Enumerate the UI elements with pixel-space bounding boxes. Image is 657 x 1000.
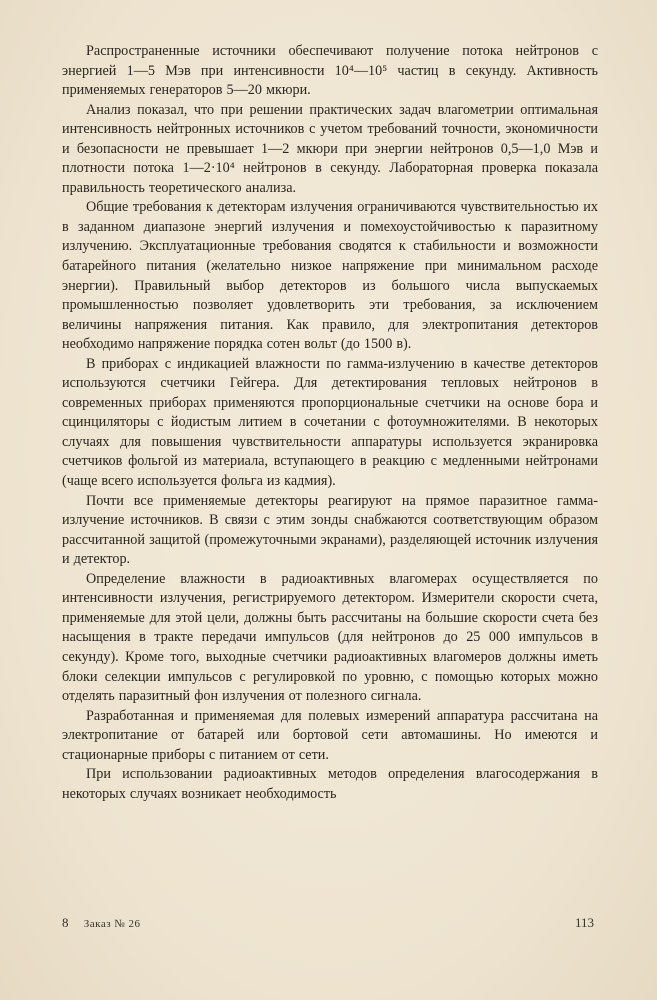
- paragraph-2: Анализ показал, что при решении практических задач влагометрии оптимальная интенсивность нейтронных источников с учетом требований точности, экономичности и безопасности не превышает 1—2 мкюри при энергии нейтронов 0,5—1,0 Мэв и плотности потока 1—2·10⁴ нейтронов в секунду. Лабораторная проверка показала правильность теоретического анализа.: [62, 101, 598, 196]
- paragraph-6: Определение влажности в радиоактивных влагомерах осуществляется по интенсивности излучения, регистрируемого детектором. Измерители скорости счета, применяемые для этой цели, должны быть рассчитаны на большие скорости счета без насыщения в тракте передачи импульсов (для нейтронов до 25 000 импульсов в секунду). Кроме того, выходные счетчики радиоактивных влагомеров должны иметь блоки селекции импульсов с регулировкой по уровню, с помощью которых можно отделять паразитный фон излучения от полезного сигнала.: [62, 570, 598, 705]
- paragraph-3: Общие требования к детекторам излучения ограничиваются чувствительностью их в заданном диапазоне энергий излучения и помехоустойчивостью к паразитному излучению. Эксплуатационные требования сводятся к стабильности и возможности батарейного питания (желательно низкое напряжение при минимальном расходе энергии). Правильный выбор детекторов из большого числа выпускаемых промышленностью позволяет удовлетворить эти требования, за исключением величины напряжения питания. Как правило, для электропитания детекторов необходимо напряжение порядка сотен вольт (до 1500 в).: [62, 199, 598, 353]
- paragraph-4: В приборах с индикацией влажности по гамма-излучению в качестве детекторов используются счетчики Гейгера. Для детектирования тепловых нейтронов в современных приборах применяются пропорциональные счетчики на основе бора и сцинциляторы с йодистым литием в сочетании с фотоумножителями. В некоторых случаях для повышения чувствительности аппаратуры используется экранировка счетчиков фольгой из материала, вступающего в реакцию с медленными нейтронами (чаще всего используется фольга из кадмия).: [62, 355, 598, 490]
- paragraph-5: Почти все применяемые детекторы реагируют на прямое паразитное гамма-излучение источников. В связи с этим зонды снабжаются соответствующим образом рассчитанной защитой (промежуточными экранами), разделяющей источник излучения и детектор.: [62, 492, 598, 568]
- signature-number: 8: [62, 915, 69, 930]
- page-body: [62, 42, 598, 804]
- printer-signature: [62, 915, 141, 931]
- paragraph-7: Разработанная и применяемая для полевых измерений аппаратура рассчитана на электропитание от батарей или бортовой сети автомашины. Но имеются и стационарные приборы с питанием от сети.: [62, 707, 598, 763]
- paragraph-1: Распространенные источники обеспечивают получение потока нейтронов с энергией 1—5 Мэв при интенсивности 10⁴—10⁵ частиц в секунду. Активность применяемых генераторов 5—20 мкюри.: [62, 43, 598, 99]
- page-number: 113: [574, 915, 594, 930]
- paragraph-8: При использовании радиоактивных методов определения влагосодержания в некоторых случаях возникает необходимость: [62, 766, 598, 802]
- order-label: Заказ № 26: [83, 918, 141, 930]
